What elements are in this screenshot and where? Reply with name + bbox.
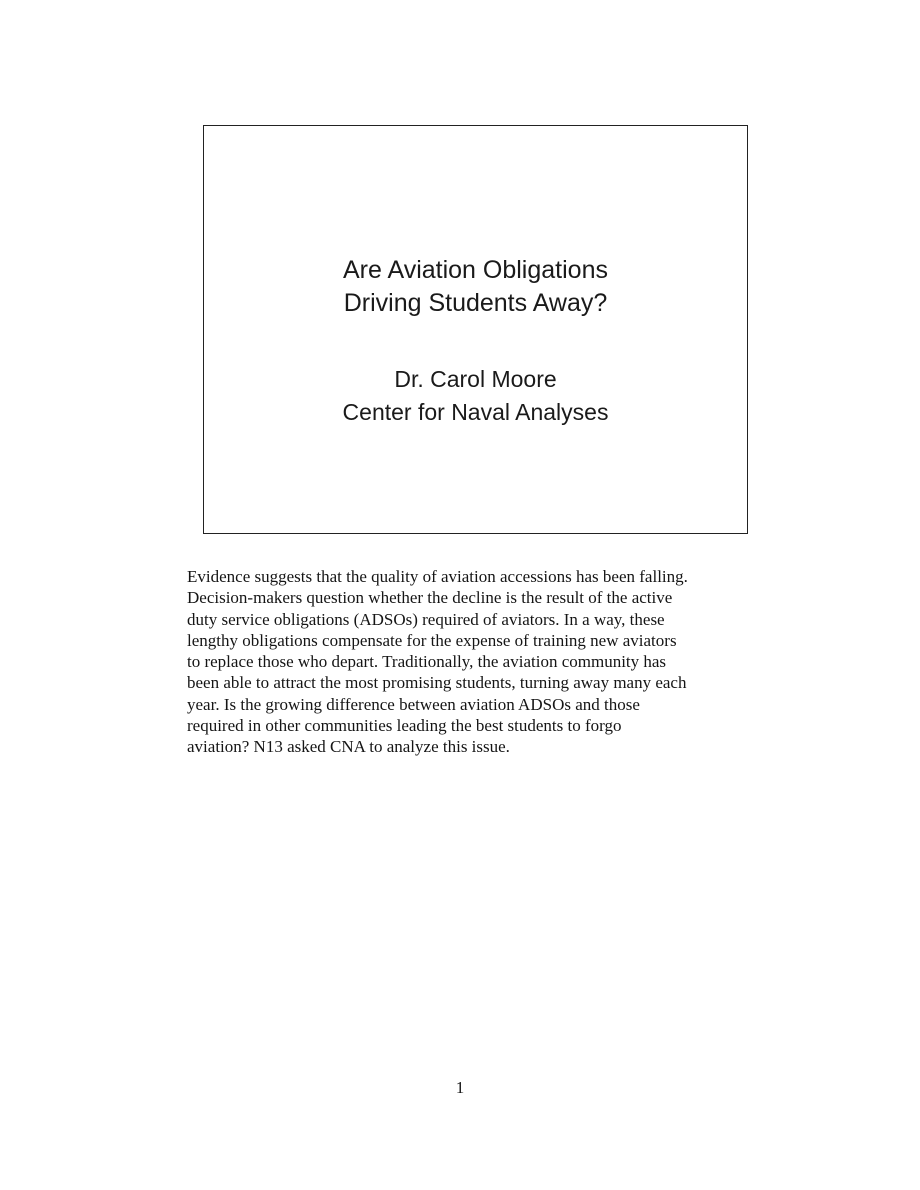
author-name: Dr. Carol Moore	[394, 366, 557, 392]
body-line: required in other communities leading the best students to forgo	[187, 716, 622, 736]
body-line: aviation? N13 asked CNA to analyze this issue.	[187, 737, 510, 757]
author-organization: Center for Naval Analyses	[342, 399, 609, 425]
body-line: to replace those who depart. Traditionally, the aviation community has	[187, 652, 667, 672]
slide-title-line-2: Driving Students Away?	[343, 289, 608, 317]
body-line: Decision-makers question whether the decline is the result of the active	[187, 588, 673, 608]
slide-frame	[203, 125, 748, 534]
body-line: lengthy obligations compensate for the expense of training new aviators	[187, 630, 677, 650]
page-number: 1	[455, 1078, 465, 1097]
body-line: duty service obligations (ADSOs) required of aviators. In a way, these	[187, 609, 665, 629]
slide-title-line-1: Are Aviation Obligations	[343, 256, 608, 284]
body-line: been able to attract the most promising students, turning away many each	[187, 673, 687, 693]
slide-byline	[204, 363, 747, 429]
body-paragraph	[187, 566, 777, 758]
body-line: year. Is the growing difference between aviation ADSOs and those	[187, 694, 640, 714]
body-line: Evidence suggests that the quality of aviation accessions has been falling.	[187, 567, 688, 586]
slide-title	[204, 254, 747, 320]
